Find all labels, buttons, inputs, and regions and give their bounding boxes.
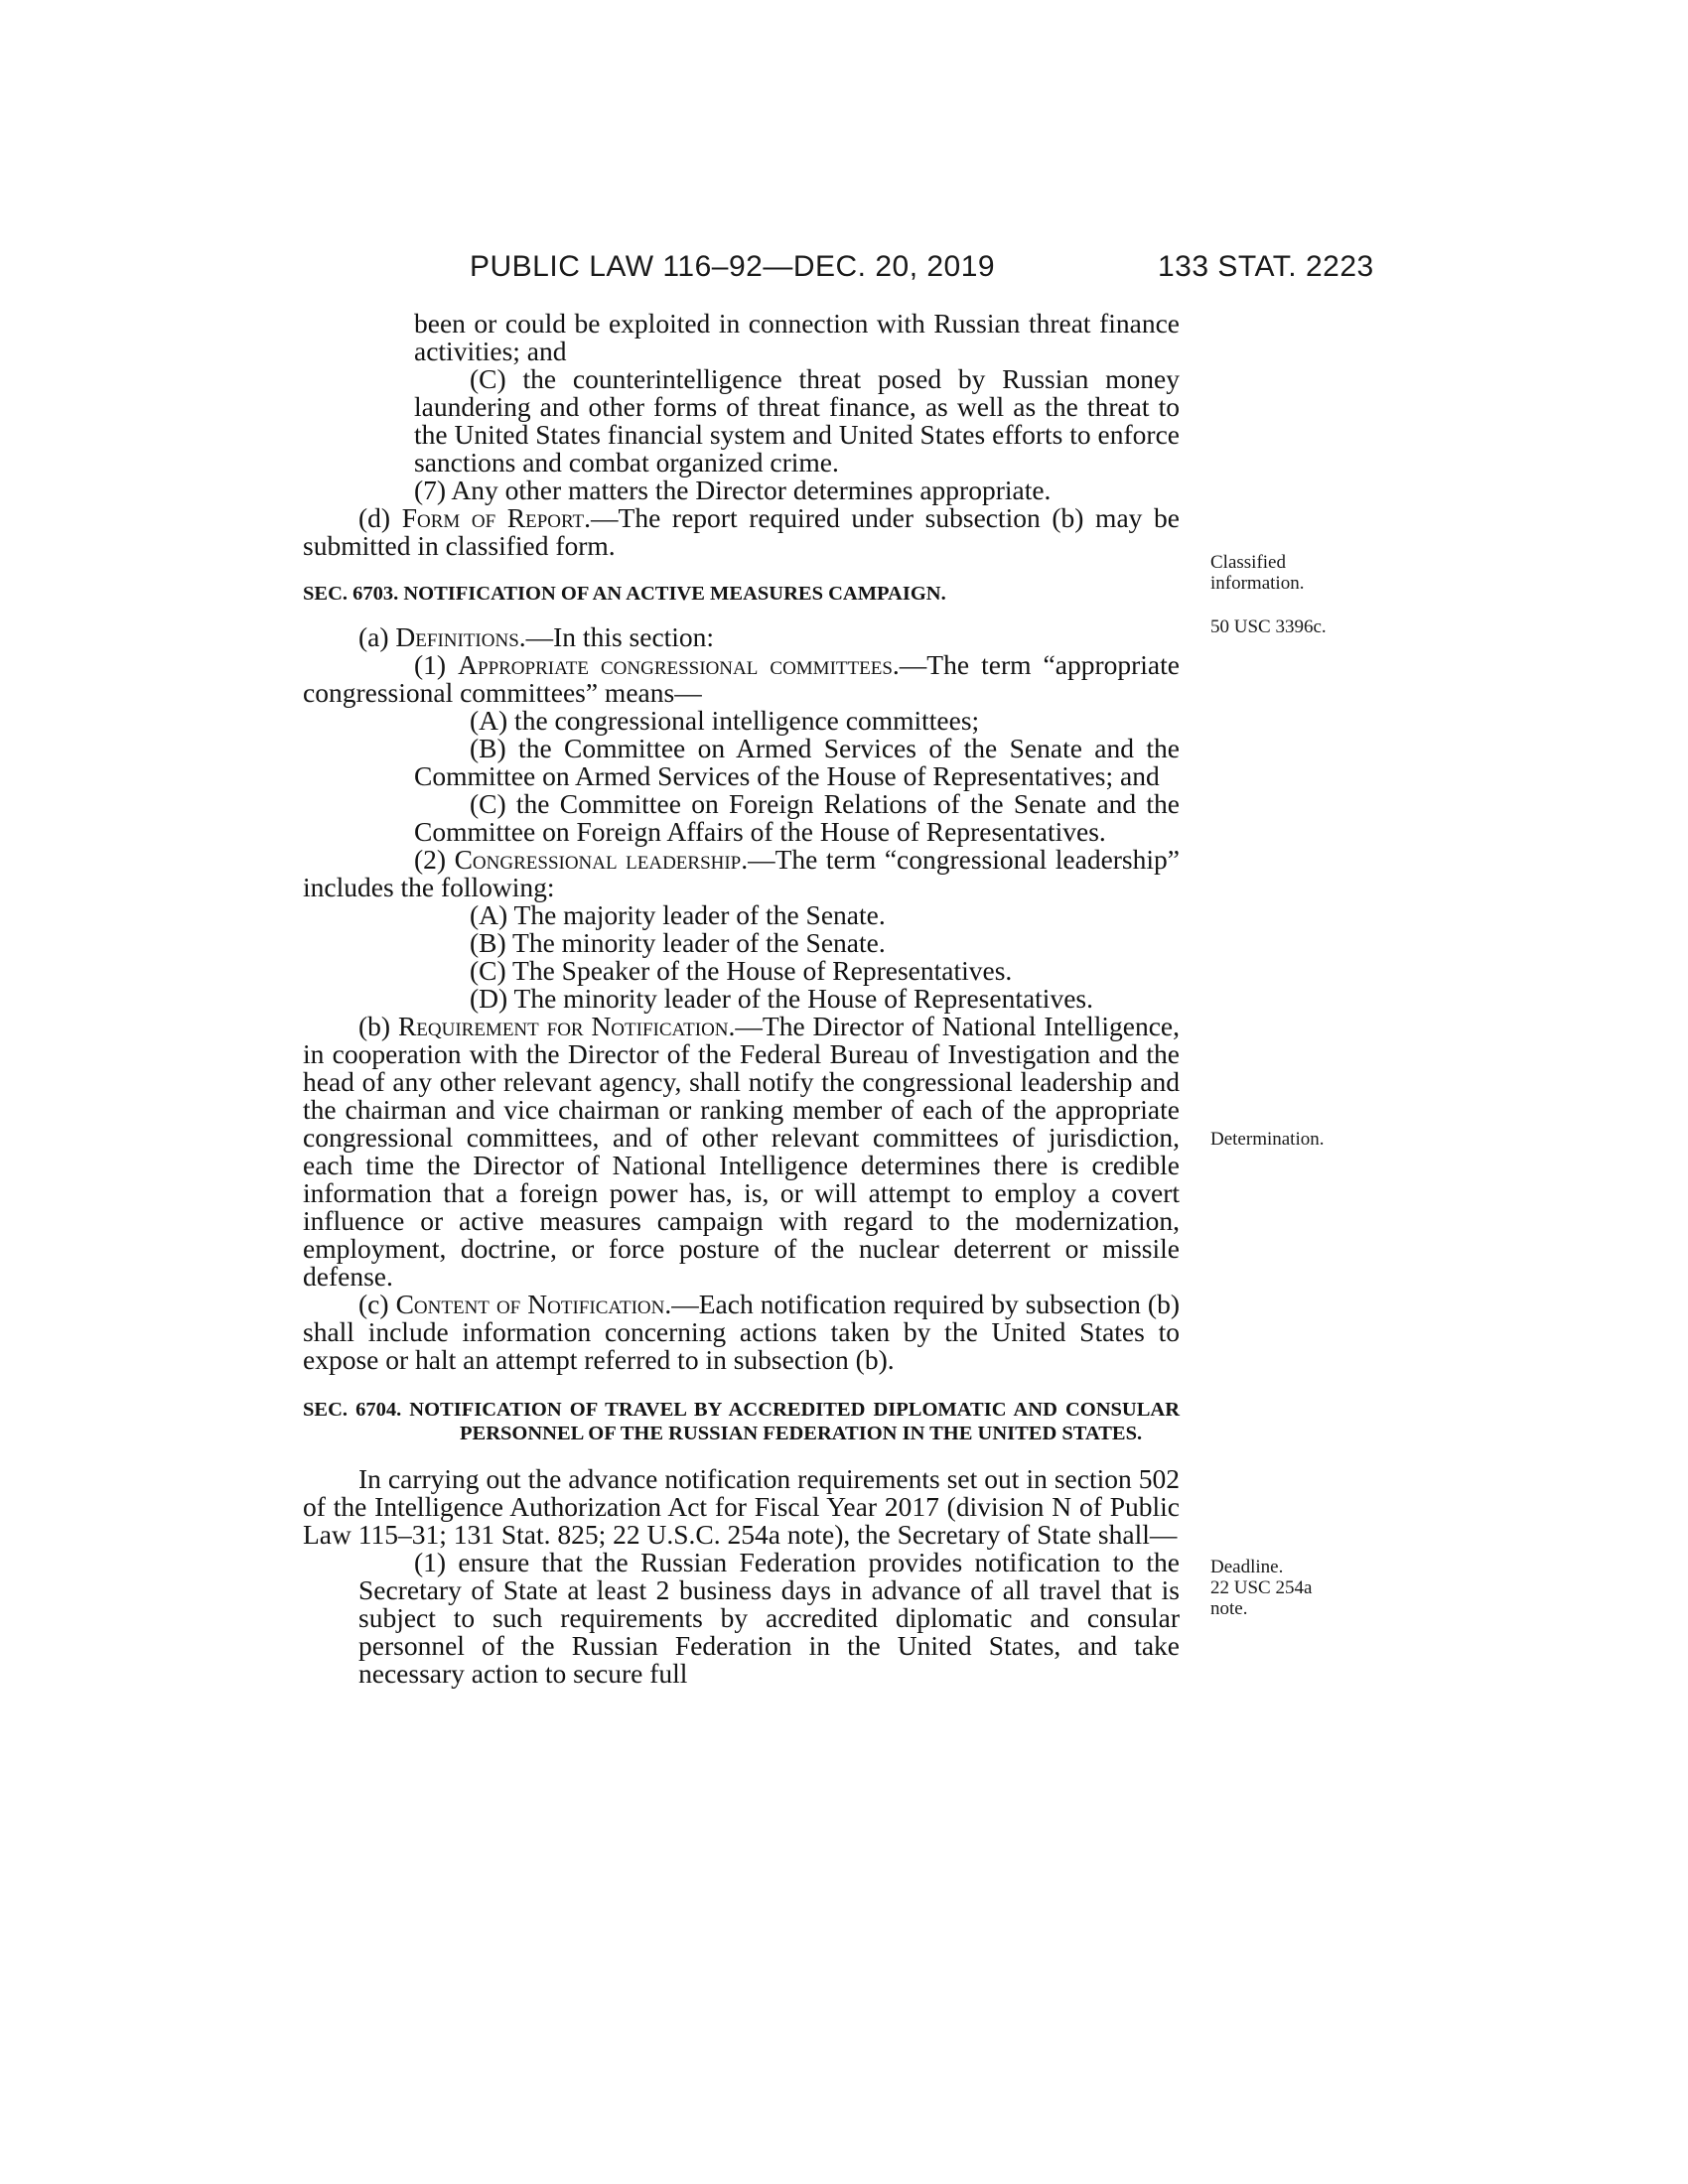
subsection-b: (b) Requirement for Notification.—The Director of National Intelligence, in cooperation with the Director of the Federal Bureau of Investigation and the head of any other relevant agency, shall notify the congressional leadership and the chairman and vice chairman or ranking member of each of the appropriate congressional committees, and of other relevant committees of jurisdiction, each time the Director of National Intelligence determines there is credible information that a foreign power has, is, or will attempt to employ a covert influence or active measures campaign with regard to the modernization, employment, doctrine, or force posture of the nuclear deterrent or missile defense. xyxy=(303,1011,1181,1292)
margin-note-deadline: Deadline. xyxy=(1210,1557,1284,1577)
paragraph-a1: (1) Appropriate congressional committees.—The term “appropriate congressional committees” means— xyxy=(303,649,1180,708)
paragraph-a2-heading: Congressional leadership xyxy=(454,844,742,875)
subparagraph-a2-C: (C) The Speaker of the House of Representatives. xyxy=(470,955,1013,986)
subsection-b-heading: Requirement for Notification xyxy=(397,1011,729,1041)
paragraph-7: (7) Any other matters the Director determines appropriate. xyxy=(414,475,1052,505)
subparagraph-a2-B: (B) The minority leader of the Senate. xyxy=(470,927,886,958)
paragraph-continuation: been or could be exploited in connection with Russian threat finance activities; and xyxy=(414,308,1180,366)
subsection-c: (c) Content of Notification.—Each notification required by subsection (b) shall include information concerning actions taken by the United States to expose or halt an attempt referred to in subsection (b). xyxy=(303,1289,1180,1375)
subparagraph-a2-A: (A) The majority leader of the Senate. xyxy=(470,899,886,930)
running-header-law: PUBLIC LAW 116–92—DEC. 20, 2019 xyxy=(470,250,996,283)
subsection-d-heading: Form of Report xyxy=(401,502,585,533)
section-6704-text: In carrying out the advance notification requirements set out in section 502 of the Intelligence Authorization Act for Fiscal Year 2017 (division N of Public Law 115–31; 131 Stat. 825; 22 U.S.C. 254a note), the Secretary of State shall— xyxy=(303,1463,1180,1550)
running-header-stat-page: 133 STAT. 2223 xyxy=(1158,250,1374,283)
subparagraph-a1-C: (C) the Committee on Foreign Relations of the Senate and the Committee on Foreign Affairs of the House of Representatives. xyxy=(414,788,1180,847)
subsection-d: (d) Form of Report.—The report required under subsection (b) may be submitted in classified form. xyxy=(303,502,1180,561)
section-6704-paragraph-1: (1) ensure that the Russian Federation provides notification to the Secretary of State at least 2 business days in advance of all travel that is subject to such requirements by accredited diplomatic and consular personnel of the Russian Federation in the United States, and take necessary action to secure full xyxy=(358,1547,1180,1689)
margin-note-usc-6704: 22 USC 254a note. xyxy=(1210,1577,1313,1619)
subparagraph-a1-B: (B) the Committee on Armed Services of the Senate and the Committee on Armed Services of the House of Representatives; and xyxy=(414,733,1180,791)
paragraph-a2: (2) Congressional leadership.—The term “congressional leadership” includes the following: xyxy=(303,844,1180,902)
subparagraph-a2-D: (D) The minority leader of the House of Representatives. xyxy=(470,983,1093,1014)
margin-note-determination: Determination. xyxy=(1210,1129,1325,1150)
subparagraph-a1-A: (A) the congressional intelligence committees; xyxy=(470,705,980,736)
subsection-a: (a) Definitions.—In this section: xyxy=(358,621,715,652)
margin-note-usc-6703: 50 USC 3396c. xyxy=(1210,616,1327,637)
body-text xyxy=(303,310,1180,1688)
section-6703-heading: SEC. 6703. NOTIFICATION OF AN ACTIVE MEASURES CAMPAIGN. xyxy=(303,583,946,605)
margin-note-classified: Classified information. xyxy=(1210,552,1305,594)
section-6704-heading: SEC. 6704. NOTIFICATION OF TRAVEL BY ACCREDITED DIPLOMATIC AND CONSULAR PERSONNEL OF THE RUSSIAN FEDERATION IN THE UNITED STATES. xyxy=(303,1399,1180,1444)
paragraph-a1-heading: Appropriate congressional committees xyxy=(458,649,893,680)
subsection-c-heading: Content of Notification xyxy=(395,1289,665,1319)
paragraph-6-C: (C) the counterintelligence threat posed by Russian money laundering and other forms of threat finance, as well as the threat to the United States financial system and United States efforts to enforce sanctions and combat organized crime. xyxy=(414,363,1180,478)
subsection-a-heading: Definitions xyxy=(395,621,519,652)
